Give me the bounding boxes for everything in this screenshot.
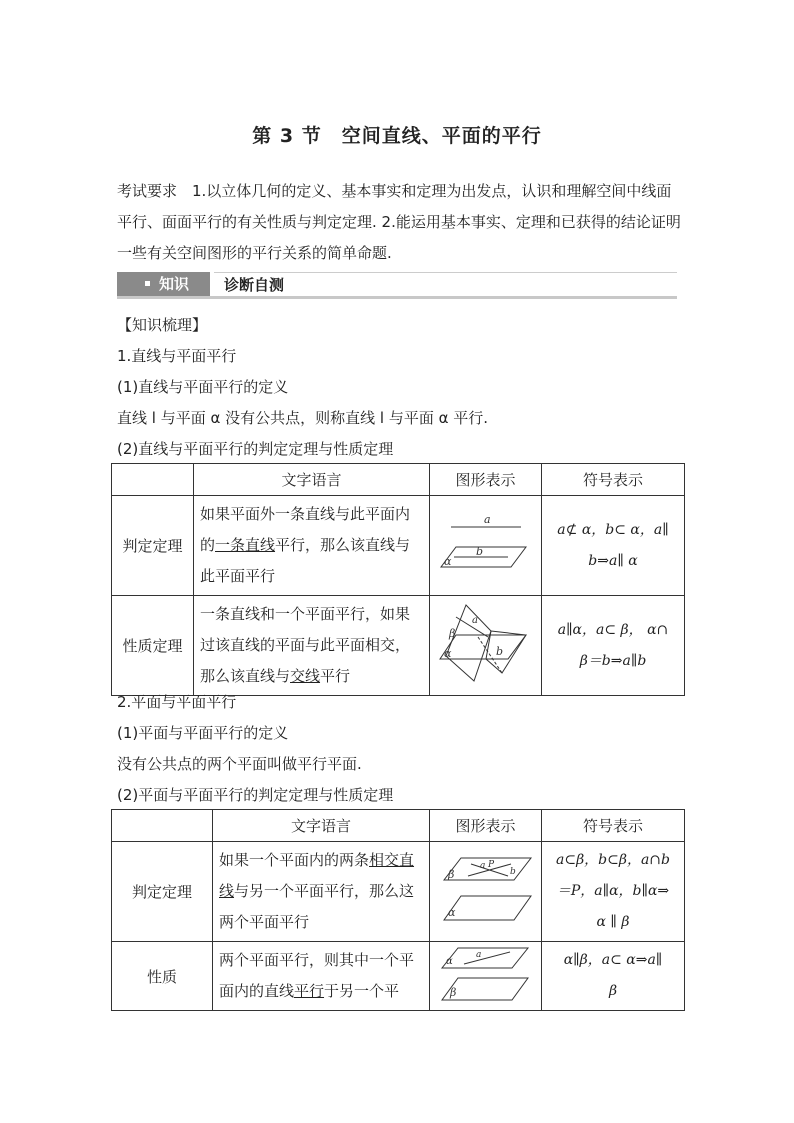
row-text: 如果平面外一条直线与此平面内的一条直线平行，那么该直线与此平面平行	[194, 496, 430, 596]
row-symbol: a⊄ α，b⊂ α，a∥ b⇒a∥ α	[542, 496, 685, 596]
svg-text:b: b	[509, 866, 516, 877]
bullet-icon	[145, 281, 150, 286]
page-title: 第 3 节 空间直线、平面的平行	[252, 125, 542, 147]
svg-text:α: α	[443, 646, 451, 660]
table-header	[112, 810, 213, 842]
s1-heading: 1.直线与平面平行	[117, 347, 237, 365]
table-row	[112, 842, 685, 942]
table-header: 符号表示	[542, 464, 685, 496]
section-bar-left: 知识	[117, 272, 210, 296]
section-bar-right: 诊断自测	[214, 272, 677, 296]
figure-line-plane-property	[430, 596, 542, 696]
table-header: 符号表示	[542, 810, 685, 842]
row-symbol: α∥β，a⊂ α⇒a∥ β	[542, 942, 685, 1011]
table-plane-plane	[111, 809, 685, 1011]
row-text: 一条直线和一个平面平行，如果过该直线的平面与此平面相交，那么该直线与交线平行	[194, 596, 430, 696]
s1-def-heading: (1)直线与平面平行的定义	[117, 378, 289, 396]
table-header	[112, 464, 194, 496]
figure-line-plane-judgment	[430, 496, 542, 596]
row-label: 性质定理	[112, 596, 194, 696]
svg-text:a: a	[483, 512, 491, 526]
table-header: 图形表示	[430, 810, 542, 842]
svg-text:b: b	[475, 544, 483, 558]
svg-text:β: β	[447, 867, 454, 881]
svg-text:α: α	[445, 956, 453, 967]
svg-text:P: P	[487, 859, 494, 870]
table-row	[112, 596, 685, 696]
s1-thm-heading: (2)直线与平面平行的判定定理与性质定理	[117, 440, 394, 458]
row-text: 如果一个平面内的两条相交直线与另一个平面平行，那么这两个平面平行	[213, 842, 430, 942]
row-symbol: a⊂β，b⊂β，a∩b ＝P，a∥α，b∥α⇒ α ∥ β	[542, 842, 685, 942]
exam-requirement: 考试要求 1.以立体几何的定义、基本事实和定理为出发点，认识和理解空间中线面平行、面面平行的有关性质与判定定理. 2.能运用基本事实、定理和已获得的结论证明一些有关空间图形的平行关系的简单命题.	[117, 182, 681, 262]
s2-def-heading: (1)平面与平面平行的定义	[117, 724, 289, 742]
row-label: 性质	[112, 942, 213, 1011]
table-row	[112, 942, 685, 1011]
table-header: 文字语言	[213, 810, 430, 842]
s2-heading: 2.平面与平面平行	[117, 693, 237, 711]
svg-text:a: a	[475, 950, 481, 960]
table-header: 图形表示	[430, 464, 542, 496]
svg-text:a: a	[479, 860, 485, 871]
s1-def: 直线 l 与平面 α 没有公共点，则称直线 l 与平面 α 平行.	[117, 409, 489, 427]
row-symbol: a∥α，a⊂ β， α∩ β＝b⇒a∥b	[542, 596, 685, 696]
svg-text:b: b	[495, 644, 503, 658]
svg-text:β: β	[449, 986, 456, 999]
svg-text:a: a	[471, 614, 478, 626]
s2-thm-heading: (2)平面与平面平行的判定定理与性质定理	[117, 786, 394, 804]
table-line-plane	[111, 463, 685, 696]
divider	[117, 296, 677, 299]
svg-text:α: α	[447, 905, 455, 919]
figure-plane-plane-property	[430, 942, 542, 1011]
section-bar	[117, 272, 677, 296]
svg-text:β: β	[448, 626, 455, 640]
row-text: 两个平面平行，则其中一个平面内的直线平行于另一个平	[213, 942, 430, 1011]
svg-text:α: α	[443, 554, 451, 568]
row-label: 判定定理	[112, 496, 194, 596]
row-label: 判定定理	[112, 842, 213, 942]
knowledge-header: 【知识梳理】	[117, 316, 208, 334]
table-row	[112, 496, 685, 596]
table-header: 文字语言	[194, 464, 430, 496]
figure-plane-plane-judgment	[430, 842, 542, 942]
s2-def: 没有公共点的两个平面叫做平行平面.	[117, 755, 362, 773]
